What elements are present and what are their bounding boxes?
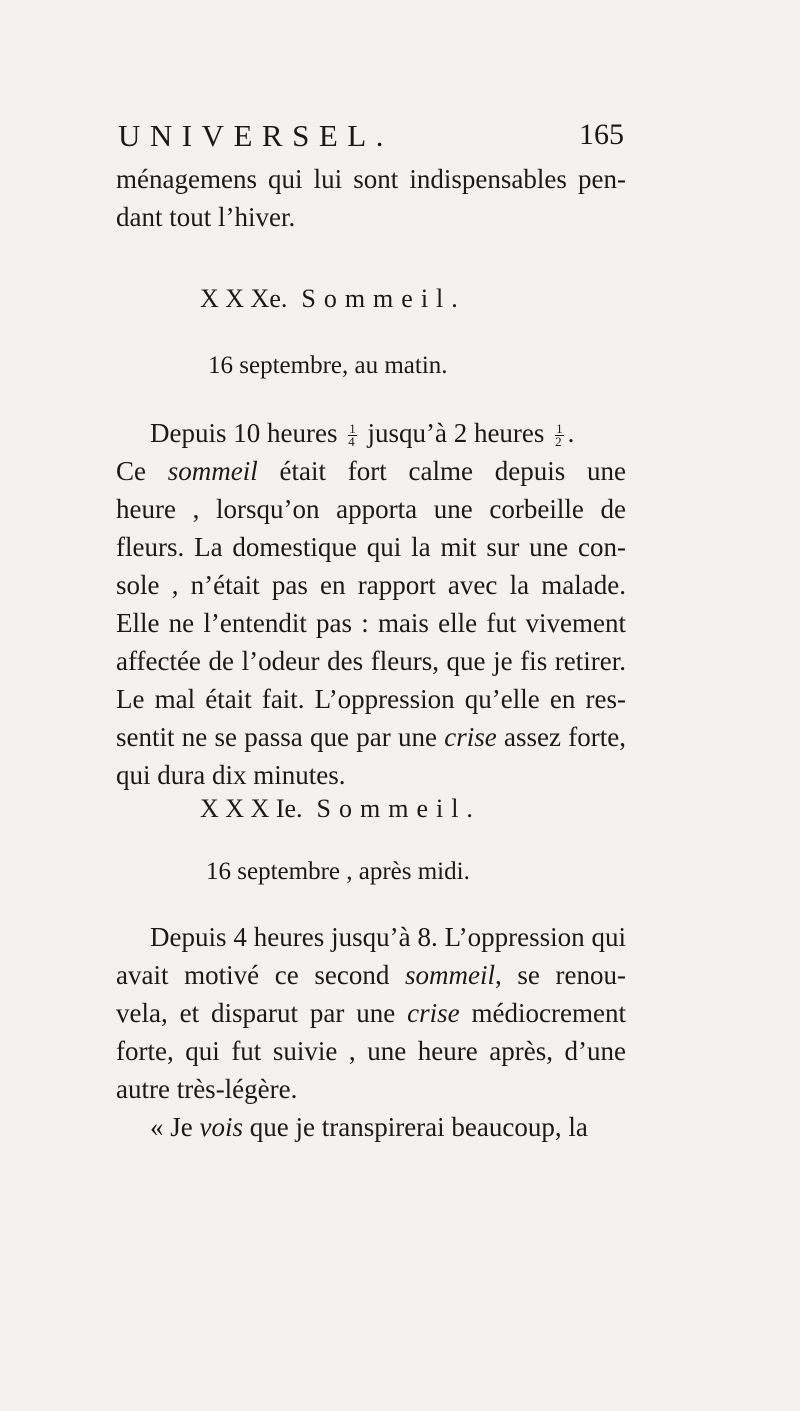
text-line: Ce sommeil était fort calme depuis une <box>116 456 626 486</box>
section-number: X X Xe. <box>200 284 288 313</box>
fraction: $\frac{1}{4}$ <box>348 421 356 450</box>
italic-word: crise <box>407 998 460 1028</box>
text-line: avait motivé ce second sommeil, se renou- <box>116 960 626 990</box>
text-line: Elle ne l’entendit pas : mais elle fut vivement <box>116 608 626 638</box>
text-line: Depuis 10 heures $\frac{1}{4}$ jusqu’à 2 heures $\frac{1}{2}$ . <box>150 418 575 450</box>
text-line: heure , lorsqu’on apporta une corbeille de <box>116 494 626 524</box>
section-body-30 <box>116 414 626 794</box>
text-line: Le mal était fait. L’oppression qu’elle en res- <box>116 684 626 714</box>
section-heading-31 <box>200 794 481 824</box>
text-line: qui dura dix minutes. <box>116 760 346 790</box>
running-title: UNIVERSEL. <box>118 118 393 153</box>
fraction: $\frac{1}{2}$ <box>555 421 563 450</box>
italic-word: sommeil <box>167 456 258 486</box>
continuation-paragraph <box>116 160 626 236</box>
section-number: X X X Ie. <box>200 794 303 823</box>
text-line: autre très-légère. <box>116 1074 298 1104</box>
text-line: vela, et disparut par une crise médiocrement <box>116 998 626 1028</box>
text-line: affectée de l’odeur des fleurs, que je fis retirer. <box>116 646 626 676</box>
italic-word: crise <box>444 722 497 752</box>
text-line: dant tout l’hiver. <box>116 202 296 232</box>
italic-word: sommeil <box>405 960 495 990</box>
text-line: sole , n’était pas en rapport avec la malade. <box>116 570 626 600</box>
section-title: Sommeil. <box>301 284 466 313</box>
italic-word: vois <box>199 1112 243 1142</box>
page-header <box>118 118 624 162</box>
text-line: sentit ne se passa que par une crise assez forte, <box>116 722 626 752</box>
text-line: Depuis 4 heures jusqu’à 8. L’oppression qui <box>150 922 626 952</box>
text-line: fleurs. La domestique qui la mit sur une con- <box>116 532 626 562</box>
section-body-31 <box>116 918 626 1146</box>
page-number: 165 <box>579 118 624 151</box>
section-date-31: 16 septembre , après midi. <box>206 858 470 885</box>
text-line: forte, qui fut suivie , une heure après, d’une <box>116 1036 626 1066</box>
text-line: « Je vois que je transpirerai beaucoup, la <box>150 1112 588 1142</box>
section-title: Sommeil. <box>316 794 481 823</box>
text-line: ménagemens qui lui sont indispensables pen- <box>116 164 626 194</box>
section-heading-30 <box>200 284 466 314</box>
section-date-30: 16 septembre, au matin. <box>208 352 448 379</box>
